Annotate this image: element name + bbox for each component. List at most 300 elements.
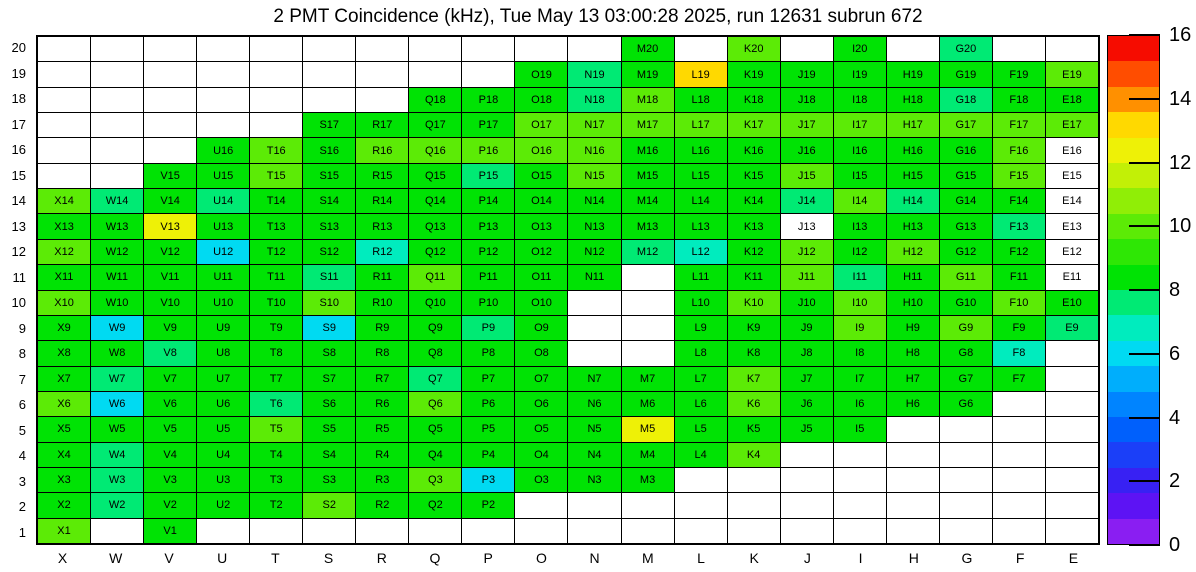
pmt-cell-H16: H16 <box>887 138 939 162</box>
pmt-cell-G19: G19 <box>940 62 992 86</box>
pmt-cell-W4: W4 <box>91 443 143 467</box>
pmt-cell-V3: V3 <box>144 468 196 492</box>
pmt-cell-Q16: Q16 <box>409 138 461 162</box>
pmt-cell-K10: K10 <box>728 291 780 315</box>
pmt-cell-M13: M13 <box>622 214 674 238</box>
pmt-cell-N5: N5 <box>568 417 620 441</box>
pmt-cell-O14: O14 <box>515 189 567 213</box>
pmt-cell-M7: M7 <box>622 367 674 391</box>
pmt-cell-W5: W5 <box>91 417 143 441</box>
y-axis-label-20: 20 <box>11 40 26 56</box>
pmt-cell-L4: L4 <box>675 443 727 467</box>
pmt-cell-R3: R3 <box>356 468 408 492</box>
pmt-cell-empty <box>781 493 833 517</box>
pmt-cell-U5: U5 <box>197 417 249 441</box>
pmt-cell-T2: T2 <box>250 493 302 517</box>
pmt-cell-S8: S8 <box>303 341 355 365</box>
pmt-cell-K7: K7 <box>728 367 780 391</box>
pmt-cell-G8: G8 <box>940 341 992 365</box>
pmt-cell-Q9: Q9 <box>409 316 461 340</box>
pmt-cell-empty <box>940 443 992 467</box>
pmt-cell-L18: L18 <box>675 88 727 112</box>
pmt-cell-empty <box>91 113 143 137</box>
pmt-cell-G6: G6 <box>940 392 992 416</box>
colorbar-tick-label-14: 14 <box>1169 87 1192 110</box>
pmt-cell-empty <box>781 443 833 467</box>
pmt-cell-empty <box>1046 341 1098 365</box>
pmt-cell-O5: O5 <box>515 417 567 441</box>
pmt-cell-I11: I11 <box>834 265 886 289</box>
pmt-cell-O19: O19 <box>515 62 567 86</box>
pmt-cell-S15: S15 <box>303 164 355 188</box>
pmt-cell-U15: U15 <box>197 164 249 188</box>
pmt-cell-empty <box>462 519 514 543</box>
pmt-cell-K13: K13 <box>728 214 780 238</box>
pmt-cell-R10: R10 <box>356 291 408 315</box>
pmt-cell-O13: O13 <box>515 214 567 238</box>
pmt-cell-empty <box>303 37 355 61</box>
pmt-cell-L13: L13 <box>675 214 727 238</box>
pmt-cell-F18: F18 <box>993 88 1045 112</box>
pmt-cell-U14: U14 <box>197 189 249 213</box>
pmt-cell-J15: J15 <box>781 164 833 188</box>
pmt-cell-G16: G16 <box>940 138 992 162</box>
pmt-cell-U3: U3 <box>197 468 249 492</box>
pmt-cell-M19: M19 <box>622 62 674 86</box>
pmt-cell-M16: M16 <box>622 138 674 162</box>
pmt-cell-W6: W6 <box>91 392 143 416</box>
pmt-cell-U16: U16 <box>197 138 249 162</box>
pmt-cell-O4: O4 <box>515 443 567 467</box>
pmt-cell-R17: R17 <box>356 113 408 137</box>
pmt-cell-empty <box>38 113 90 137</box>
pmt-cell-empty <box>1046 392 1098 416</box>
colorbar-tick-6 <box>1129 353 1160 355</box>
pmt-cell-E18: E18 <box>1046 88 1098 112</box>
pmt-cell-L7: L7 <box>675 367 727 391</box>
pmt-cell-V4: V4 <box>144 443 196 467</box>
x-axis-label-K: K <box>749 550 759 566</box>
pmt-cell-F7: F7 <box>993 367 1045 391</box>
pmt-cell-T12: T12 <box>250 240 302 264</box>
y-axis-label-15: 15 <box>11 167 26 183</box>
colorbar-tick-8 <box>1129 289 1160 291</box>
pmt-cell-empty <box>91 88 143 112</box>
pmt-cell-S4: S4 <box>303 443 355 467</box>
x-axis-label-S: S <box>323 550 334 566</box>
pmt-cell-empty <box>91 519 143 543</box>
pmt-cell-J13: J13 <box>781 214 833 238</box>
pmt-cell-R6: R6 <box>356 392 408 416</box>
pmt-cell-Q15: Q15 <box>409 164 461 188</box>
pmt-cell-N12: N12 <box>568 240 620 264</box>
pmt-cell-X9: X9 <box>38 316 90 340</box>
pmt-cell-Q4: Q4 <box>409 443 461 467</box>
pmt-cell-empty <box>38 88 90 112</box>
pmt-cell-empty <box>356 519 408 543</box>
pmt-cell-empty <box>250 37 302 61</box>
pmt-cell-Q3: Q3 <box>409 468 461 492</box>
y-axis-label-12: 12 <box>11 244 26 260</box>
pmt-cell-H17: H17 <box>887 113 939 137</box>
pmt-cell-O18: O18 <box>515 88 567 112</box>
pmt-cell-H15: H15 <box>887 164 939 188</box>
y-axis-label-8: 8 <box>18 346 26 362</box>
pmt-cell-G9: G9 <box>940 316 992 340</box>
colorbar-tick-16 <box>1129 34 1160 36</box>
pmt-cell-Q5: Q5 <box>409 417 461 441</box>
pmt-cell-J9: J9 <box>781 316 833 340</box>
pmt-cell-K17: K17 <box>728 113 780 137</box>
pmt-cell-V11: V11 <box>144 265 196 289</box>
pmt-cell-empty <box>622 291 674 315</box>
pmt-cell-empty <box>993 468 1045 492</box>
pmt-cell-empty <box>144 62 196 86</box>
colorbar-tick-label-12: 12 <box>1169 151 1192 174</box>
pmt-cell-O6: O6 <box>515 392 567 416</box>
colorbar-tick-label-0: 0 <box>1169 534 1181 556</box>
pmt-cell-J11: J11 <box>781 265 833 289</box>
pmt-cell-empty <box>622 519 674 543</box>
x-axis-label-R: R <box>376 550 387 566</box>
pmt-cell-J10: J10 <box>781 291 833 315</box>
pmt-cell-T7: T7 <box>250 367 302 391</box>
pmt-cell-empty <box>675 493 727 517</box>
pmt-cell-S2: S2 <box>303 493 355 517</box>
pmt-cell-N17: N17 <box>568 113 620 137</box>
pmt-cell-G7: G7 <box>940 367 992 391</box>
pmt-cell-P4: P4 <box>462 443 514 467</box>
pmt-cell-J7: J7 <box>781 367 833 391</box>
pmt-cell-empty <box>197 519 249 543</box>
pmt-cell-I7: I7 <box>834 367 886 391</box>
pmt-cell-empty <box>409 519 461 543</box>
pmt-cell-P9: P9 <box>462 316 514 340</box>
pmt-cell-M12: M12 <box>622 240 674 264</box>
pmt-cell-K9: K9 <box>728 316 780 340</box>
pmt-cell-empty <box>993 417 1045 441</box>
pmt-cell-T13: T13 <box>250 214 302 238</box>
pmt-cell-empty <box>91 37 143 61</box>
pmt-cell-I10: I10 <box>834 291 886 315</box>
pmt-cell-empty <box>622 493 674 517</box>
pmt-cell-M3: M3 <box>622 468 674 492</box>
pmt-cell-Q14: Q14 <box>409 189 461 213</box>
pmt-cell-empty <box>1046 417 1098 441</box>
pmt-cell-Q13: Q13 <box>409 214 461 238</box>
pmt-cell-L15: L15 <box>675 164 727 188</box>
pmt-cell-empty <box>144 138 196 162</box>
pmt-cell-O7: O7 <box>515 367 567 391</box>
pmt-cell-empty <box>887 417 939 441</box>
pmt-cell-empty <box>675 468 727 492</box>
pmt-cell-empty <box>568 37 620 61</box>
y-axis <box>0 35 28 545</box>
colorbar-tick-2 <box>1129 480 1160 482</box>
pmt-cell-L9: L9 <box>675 316 727 340</box>
pmt-cell-empty <box>993 519 1045 543</box>
pmt-cell-N16: N16 <box>568 138 620 162</box>
pmt-cell-H12: H12 <box>887 240 939 264</box>
pmt-cell-U12: U12 <box>197 240 249 264</box>
pmt-cell-P3: P3 <box>462 468 514 492</box>
pmt-cell-Q11: Q11 <box>409 265 461 289</box>
pmt-cell-F11: F11 <box>993 265 1045 289</box>
pmt-cell-empty <box>409 62 461 86</box>
pmt-cell-X5: X5 <box>38 417 90 441</box>
pmt-cell-S11: S11 <box>303 265 355 289</box>
x-axis-label-H: H <box>908 550 919 566</box>
pmt-cell-W8: W8 <box>91 341 143 365</box>
pmt-cell-W12: W12 <box>91 240 143 264</box>
pmt-cell-S17: S17 <box>303 113 355 137</box>
pmt-cell-X13: X13 <box>38 214 90 238</box>
pmt-cell-M14: M14 <box>622 189 674 213</box>
pmt-cell-L16: L16 <box>675 138 727 162</box>
pmt-cell-S13: S13 <box>303 214 355 238</box>
pmt-grid <box>36 35 1100 545</box>
pmt-cell-empty <box>993 37 1045 61</box>
pmt-cell-K4: K4 <box>728 443 780 467</box>
pmt-cell-empty <box>1046 37 1098 61</box>
pmt-cell-E11: E11 <box>1046 265 1098 289</box>
pmt-cell-empty <box>515 37 567 61</box>
pmt-cell-N15: N15 <box>568 164 620 188</box>
y-axis-label-18: 18 <box>11 91 26 107</box>
pmt-cell-H14: H14 <box>887 189 939 213</box>
y-axis-label-4: 4 <box>18 448 26 464</box>
colorbar-tick-label-4: 4 <box>1169 406 1181 429</box>
pmt-cell-empty <box>462 37 514 61</box>
pmt-cell-empty <box>622 341 674 365</box>
pmt-cell-empty <box>1046 493 1098 517</box>
pmt-cell-S12: S12 <box>303 240 355 264</box>
x-axis-label-P: P <box>483 550 493 566</box>
pmt-cell-T16: T16 <box>250 138 302 162</box>
pmt-cell-I9: I9 <box>834 316 886 340</box>
pmt-cell-empty <box>781 468 833 492</box>
pmt-cell-H11: H11 <box>887 265 939 289</box>
pmt-cell-L11: L11 <box>675 265 727 289</box>
pmt-cell-J17: J17 <box>781 113 833 137</box>
pmt-cell-L14: L14 <box>675 189 727 213</box>
pmt-cell-empty <box>675 37 727 61</box>
pmt-cell-I12: I12 <box>834 240 886 264</box>
pmt-cell-F19: F19 <box>993 62 1045 86</box>
pmt-cell-empty <box>462 62 514 86</box>
pmt-cell-T5: T5 <box>250 417 302 441</box>
pmt-cell-empty <box>38 138 90 162</box>
pmt-cell-H19: H19 <box>887 62 939 86</box>
pmt-cell-J12: J12 <box>781 240 833 264</box>
pmt-cell-H6: H6 <box>887 392 939 416</box>
pmt-cell-E16: E16 <box>1046 138 1098 162</box>
pmt-cell-V14: V14 <box>144 189 196 213</box>
pmt-cell-empty <box>834 443 886 467</box>
pmt-cell-N6: N6 <box>568 392 620 416</box>
pmt-cell-E12: E12 <box>1046 240 1098 264</box>
pmt-cell-V15: V15 <box>144 164 196 188</box>
pmt-cell-T14: T14 <box>250 189 302 213</box>
pmt-cell-I14: I14 <box>834 189 886 213</box>
y-axis-label-19: 19 <box>11 65 26 81</box>
pmt-cell-S10: S10 <box>303 291 355 315</box>
pmt-cell-O10: O10 <box>515 291 567 315</box>
pmt-cell-N7: N7 <box>568 367 620 391</box>
pmt-cell-O9: O9 <box>515 316 567 340</box>
pmt-cell-F15: F15 <box>993 164 1045 188</box>
pmt-cell-empty <box>887 37 939 61</box>
colorbar-tick-label-10: 10 <box>1169 215 1192 238</box>
colorbar-tick-4 <box>1129 417 1160 419</box>
pmt-cell-S14: S14 <box>303 189 355 213</box>
pmt-cell-X4: X4 <box>38 443 90 467</box>
pmt-cell-S3: S3 <box>303 468 355 492</box>
pmt-cell-G11: G11 <box>940 265 992 289</box>
pmt-cell-I20: I20 <box>834 37 886 61</box>
pmt-cell-U10: U10 <box>197 291 249 315</box>
pmt-cell-empty <box>515 493 567 517</box>
pmt-cell-P6: P6 <box>462 392 514 416</box>
y-axis-label-10: 10 <box>11 295 26 311</box>
pmt-cell-K18: K18 <box>728 88 780 112</box>
pmt-cell-empty <box>1046 367 1098 391</box>
pmt-cell-M5: M5 <box>622 417 674 441</box>
pmt-cell-I13: I13 <box>834 214 886 238</box>
pmt-cell-M20: M20 <box>622 37 674 61</box>
pmt-cell-G17: G17 <box>940 113 992 137</box>
pmt-cell-empty <box>197 113 249 137</box>
pmt-cell-G12: G12 <box>940 240 992 264</box>
pmt-cell-N11: N11 <box>568 265 620 289</box>
pmt-cell-empty <box>568 291 620 315</box>
pmt-cell-X12: X12 <box>38 240 90 264</box>
pmt-cell-V7: V7 <box>144 367 196 391</box>
pmt-cell-empty <box>728 493 780 517</box>
pmt-cell-empty <box>91 164 143 188</box>
pmt-cell-R8: R8 <box>356 341 408 365</box>
pmt-cell-Q10: Q10 <box>409 291 461 315</box>
pmt-cell-O3: O3 <box>515 468 567 492</box>
pmt-cell-W13: W13 <box>91 214 143 238</box>
pmt-cell-X1: X1 <box>38 519 90 543</box>
pmt-cell-K20: K20 <box>728 37 780 61</box>
pmt-cell-N19: N19 <box>568 62 620 86</box>
pmt-cell-empty <box>144 113 196 137</box>
x-axis-label-J: J <box>803 550 811 566</box>
pmt-cell-P10: P10 <box>462 291 514 315</box>
x-axis-label-O: O <box>535 550 547 566</box>
pmt-cell-V9: V9 <box>144 316 196 340</box>
pmt-cell-empty <box>940 519 992 543</box>
pmt-cell-H13: H13 <box>887 214 939 238</box>
x-axis-label-I: I <box>858 550 863 566</box>
pmt-cell-K11: K11 <box>728 265 780 289</box>
colorbar-tick-label-16: 16 <box>1169 24 1192 46</box>
pmt-cell-H8: H8 <box>887 341 939 365</box>
pmt-cell-F14: F14 <box>993 189 1045 213</box>
pmt-cell-N14: N14 <box>568 189 620 213</box>
pmt-cell-empty <box>409 37 461 61</box>
pmt-cell-empty <box>1046 443 1098 467</box>
pmt-cell-N18: N18 <box>568 88 620 112</box>
pmt-cell-I19: I19 <box>834 62 886 86</box>
pmt-cell-empty <box>91 138 143 162</box>
pmt-cell-M4: M4 <box>622 443 674 467</box>
pmt-cell-F17: F17 <box>993 113 1045 137</box>
x-axis-label-X: X <box>57 550 68 566</box>
colorbar-axis <box>1107 24 1196 556</box>
y-axis-label-2: 2 <box>18 499 26 515</box>
pmt-cell-empty <box>1046 519 1098 543</box>
pmt-cell-empty <box>250 88 302 112</box>
pmt-cell-N4: N4 <box>568 443 620 467</box>
colorbar-tick-label-8: 8 <box>1169 279 1181 301</box>
pmt-cell-V1: V1 <box>144 519 196 543</box>
colorbar-tick-12 <box>1129 162 1160 164</box>
pmt-cell-R16: R16 <box>356 138 408 162</box>
pmt-cell-R9: R9 <box>356 316 408 340</box>
pmt-cell-H10: H10 <box>887 291 939 315</box>
y-axis-label-7: 7 <box>18 371 26 387</box>
pmt-cell-N13: N13 <box>568 214 620 238</box>
pmt-cell-V13: V13 <box>144 214 196 238</box>
pmt-cell-empty <box>1046 468 1098 492</box>
pmt-cell-T8: T8 <box>250 341 302 365</box>
pmt-cell-R12: R12 <box>356 240 408 264</box>
pmt-cell-empty <box>38 164 90 188</box>
pmt-cell-I17: I17 <box>834 113 886 137</box>
pmt-cell-S16: S16 <box>303 138 355 162</box>
x-axis-label-U: U <box>217 550 228 566</box>
pmt-cell-I18: I18 <box>834 88 886 112</box>
pmt-cell-V10: V10 <box>144 291 196 315</box>
pmt-cell-J6: J6 <box>781 392 833 416</box>
pmt-cell-O8: O8 <box>515 341 567 365</box>
pmt-cell-empty <box>38 37 90 61</box>
pmt-cell-empty <box>38 62 90 86</box>
x-axis-label-V: V <box>164 550 174 566</box>
pmt-cell-M15: M15 <box>622 164 674 188</box>
pmt-cell-W3: W3 <box>91 468 143 492</box>
pmt-cell-empty <box>675 519 727 543</box>
pmt-cell-R2: R2 <box>356 493 408 517</box>
pmt-cell-empty <box>940 468 992 492</box>
pmt-cell-L5: L5 <box>675 417 727 441</box>
pmt-cell-S6: S6 <box>303 392 355 416</box>
pmt-cell-K12: K12 <box>728 240 780 264</box>
pmt-cell-K16: K16 <box>728 138 780 162</box>
pmt-cell-U11: U11 <box>197 265 249 289</box>
pmt-cell-Q18: Q18 <box>409 88 461 112</box>
pmt-cell-H9: H9 <box>887 316 939 340</box>
colorbar-tick-label-2: 2 <box>1169 470 1181 493</box>
pmt-cell-R15: R15 <box>356 164 408 188</box>
pmt-cell-U8: U8 <box>197 341 249 365</box>
pmt-cell-G18: G18 <box>940 88 992 112</box>
pmt-cell-M17: M17 <box>622 113 674 137</box>
pmt-cell-Q17: Q17 <box>409 113 461 137</box>
pmt-cell-T9: T9 <box>250 316 302 340</box>
pmt-cell-T10: T10 <box>250 291 302 315</box>
pmt-cell-T3: T3 <box>250 468 302 492</box>
pmt-cell-G15: G15 <box>940 164 992 188</box>
pmt-cell-J16: J16 <box>781 138 833 162</box>
pmt-cell-Q2: Q2 <box>409 493 461 517</box>
pmt-cell-O11: O11 <box>515 265 567 289</box>
pmt-cell-E19: E19 <box>1046 62 1098 86</box>
pmt-cell-W7: W7 <box>91 367 143 391</box>
